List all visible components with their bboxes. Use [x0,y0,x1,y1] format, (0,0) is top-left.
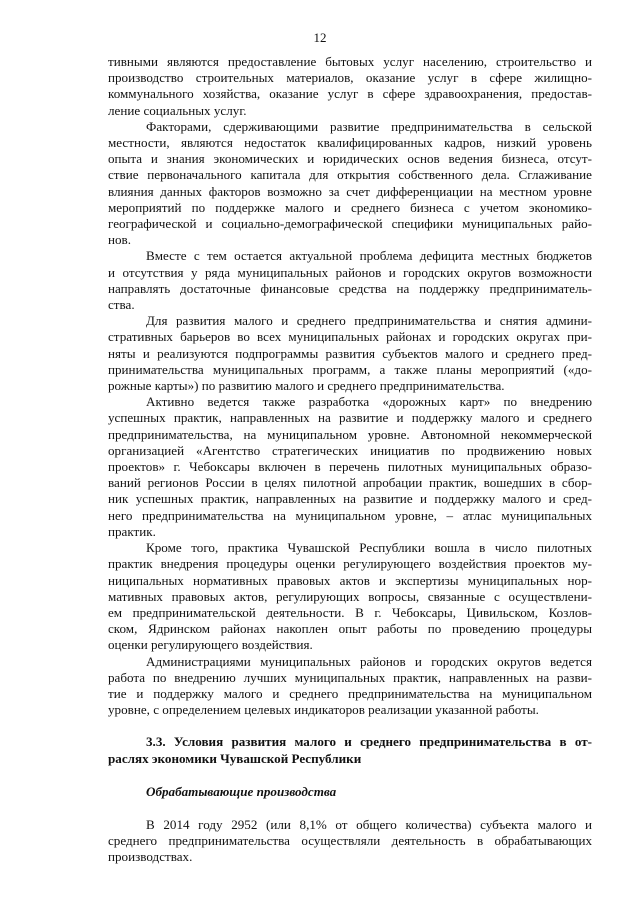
body-paragraph [108,313,592,394]
final-paragraph-line: среднего предпринимательства осуществляли деятельность в обрабатывающих [108,833,592,849]
paragraph-line: ниципальных нормативных правовых актов и экспертизы муниципальных нор- [108,572,592,588]
body-paragraph [108,119,592,249]
paragraph-line: рожные карты») по развитию малого и среднего предпринимательства. [108,378,505,394]
final-paragraph-line: производствах. [108,849,193,865]
paragraph-line: ник успешных практик, направленных на развитие и поддержку малого и сред- [108,491,592,507]
paragraph-line: практик внедрения процедуры оценки регулирующего воздействия проектов му- [108,556,592,572]
heading-line: 3.3. Условия развития малого и среднего предпринимательства в от- [146,734,592,750]
paragraph-line: коммунального хозяйства, оказание услуг в сфере здравоохранения, предостав- [108,86,592,102]
paragraph-line: ства. [108,297,135,313]
paragraph-line: ление социальных услуг. [108,102,247,118]
body-paragraph [108,394,592,540]
paragraph-line: Факторами, сдерживающими развитие предпринимательства в сельской [146,118,592,134]
paragraph-line: него предпринимательства на муниципальном уровне, – атлас муниципальных [108,507,592,523]
paragraph-line: Для развития малого и среднего предпринимательства и снятия админи- [146,313,592,329]
paragraph-line: мероприятий по поддержке малого и среднего бизнеса с учетом экономико- [108,199,592,215]
body-paragraph [108,654,592,719]
paragraph-line: ском, Ядринском районах накоплен опыт работы по проведению процедуры [108,621,592,637]
paragraph-line: успешных практик, направленных на развитие и поддержку малого и среднего [108,410,592,426]
final-paragraph-line: В 2014 году 2952 (или 8,1% от общего количества) субъекта малого и [146,816,592,832]
paragraph-line: Активно ведется также разработка «дорожных карт» по внедрению [146,394,592,410]
paragraph-line: географической и социально-демографической специфики муниципальных райо- [108,216,592,232]
paragraph-line: оценки регулирующего воздействия. [108,637,313,653]
paragraph-line: няты и реализуются подпрограммы развития субъектов малого и среднего пред- [108,345,592,361]
page-body [108,54,592,866]
body-paragraph [108,248,592,313]
subsection-heading: Обрабатывающие производства [146,783,337,799]
paragraph-line: уровне, с определением целевых индикаторов реализации указанной работы. [108,702,539,718]
section-heading [108,734,592,766]
paragraph-line: работа по внедрению лучших муниципальных практик, направленных на разви- [108,669,592,685]
paragraph-line: производство строительных материалов, оказание услуг в сфере жилищно- [108,70,592,86]
page-number: 12 [313,30,327,45]
body-paragraph [108,54,592,119]
paragraph-line: ваний регионов России в целях пилотной апробации практик, вошедших в сбор- [108,475,592,491]
paragraph-line: стративных барьеров во всех муниципальных районах и городских округах при- [108,329,592,345]
paragraph-line: тивными являются предоставление бытовых услуг населению, строительство и [108,54,592,69]
paragraph-line: ем предпринимательской деятельности. В г. Чебоксары, Цивильском, Козлов- [108,604,592,620]
paragraph-line: организацией «Агентство стратегических инициатив по продвижению новых [108,442,592,458]
paragraph-line: мативных правовых актов, регулирующих вопросы, связанные с осуществлени- [108,588,592,604]
body-paragraphs [108,54,592,718]
paragraph-line: опыта и знания экономических и юридических основ ведения бизнеса, отсут- [108,151,592,167]
paragraph-line: принимательства муниципальных программ, а также планы мероприятий («до- [108,361,592,377]
paragraph-line: и отсутствия у ряда муниципальных районов и городских округов возможности [108,264,592,280]
paragraph-line: практик. [108,523,156,539]
paragraph-line: тие и поддержку малого и среднего предпринимательства на муниципальном [108,685,592,701]
paragraph-line: проектов» г. Чебоксары включен в перечень пилотных муниципальных образо- [108,459,592,475]
final-paragraph [108,817,592,866]
paragraph-line: ствие первоначального капитала для открытия собственного дела. Сглаживание [108,167,592,183]
paragraph-line: Кроме того, практика Чувашской Республики вошла в число пилотных [146,540,592,556]
body-paragraph [108,540,592,653]
paragraph-line: Вместе с тем остается актуальной проблема дефицита местных бюджетов [146,248,592,264]
paragraph-line: предпринимательства, на муниципальном уровне. Автономной некоммерческой [108,426,592,442]
paragraph-line: местности, являются недостаток квалифицированных кадров, низкий уровень [108,135,592,151]
paragraph-line: Администрациями муниципальных районов и городских округов ведется [146,653,592,669]
paragraph-line: направлять достаточные финансовые средства на поддержку предприниматель- [108,280,592,296]
heading-line: раслях экономики Чувашской Республики [108,750,362,766]
paragraph-line: нов. [108,232,132,248]
paragraph-line: влияния данных факторов возможно за счет дифференциации на местном уровне [108,183,592,199]
